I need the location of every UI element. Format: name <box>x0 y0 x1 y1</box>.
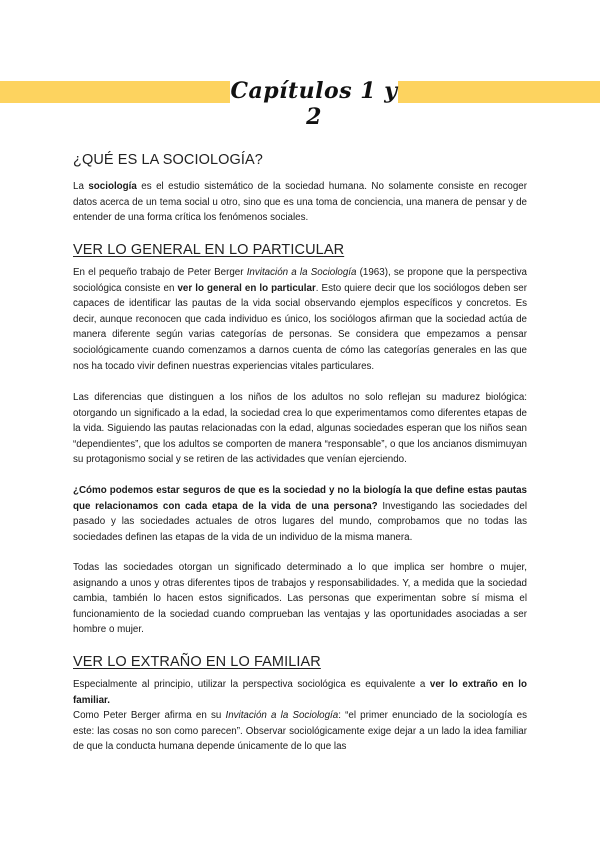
bold-question: ¿Cómo podemos estar seguros de que es la sociedad y no la biología la que define estas pautas que relacionamos con cada etapa de la vida de una persona? <box>73 485 527 512</box>
bold-term: ver lo extraño en lo familiar. <box>73 679 527 706</box>
paragraph-definition <box>73 179 527 226</box>
text-run: es el estudio sistemático de la sociedad humana. No solamente consiste en recoger datos acerca de un tema social u otro, sino que es una toma de conciencia, una manera de pensar y de entender de una forma crítica los fenómenos sociales. <box>73 181 527 224</box>
bold-term: ver lo general en lo particular <box>177 282 316 294</box>
section-heading-extrano-familiar: VER LO EXTRAÑO EN LO FAMILIAR <box>73 654 321 670</box>
section-heading-general-particular: VER LO GENERAL EN LO PARTICULAR <box>73 242 345 258</box>
text-run: Investigando las sociedades del pasado y las sociedades actuales de otros lugares del mundo, comprobamos que no todas las sociedades definen las etapas de la vida de un individuo de la misma manera. <box>73 500 528 543</box>
book-title: Invitación a la Sociología <box>225 710 339 721</box>
header-band-left <box>0 81 230 103</box>
header-band-right <box>398 81 600 103</box>
paragraph-strange-familiar <box>73 677 527 708</box>
paragraph-berger-quote <box>73 708 527 755</box>
chapter-title: Capítulos 1 y 2 <box>230 78 398 130</box>
text-run: En el pequeño trabajo de Peter Berger <box>73 267 247 278</box>
paragraph-age-stages: Las diferencias que distinguen a los niños de los adultos no solo reflejan su madurez biológica: otorgando un significado a la edad, la sociedad crea lo que experimentamos como diferentes etapas de la vida. Siguiendo las pautas relacionadas con la edad, algunas sociedades esperan que los niños sean “dependientes”, que los adultos se comporten de manera “responsable”, o que los ancianos dismimuyan su protagonismo social y se retiren de las actividades que venían ejerciendo. <box>73 392 527 466</box>
book-title: Invitación a la Sociología <box>246 267 357 278</box>
text-run: : “el primer enunciado de la sociología es este: las cosas no son como parecen”. Observar sociológicamente exige dejar a un lado la idea familiar de que la conducta humana depende únicamente de lo que las <box>73 710 528 753</box>
text-run: Como Peter Berger afirma en su <box>73 710 226 721</box>
text-run: La <box>73 181 89 192</box>
text-run: . Esto quiere decir que los sociólogos deben ser capaces de identificar las pautas de la vida social observando ejemplos específicos y concretos. Es decir, aunque reconocen que cada individuo es único, los sociólogos afirman que la sociedad actúa de manera diferente según varias categorías de personas. Se considera que empezamos a pensar sociológicamente cuando comenzamos a darnos cuenta de cómo las categorías generales en las que nos ha tocado vivir definen nuestras experiencias vitales particulares. <box>73 282 527 372</box>
bold-term: sociología <box>88 181 137 192</box>
paragraph-gender-meaning: Todas las sociedades otorgan un significado determinado a lo que implica ser hombre o mujer, asignando a unos y otras diferentes tipos de trabajos y responsabilidades. Y, a medida que la sociedad cambia, también lo hacen estos significados. Las personas que experimentan sobre sí misma el funcionamiento de la sociedad cuando comprueban las ventajas y las oportunidades asociadas a ser hombre o mujer. <box>73 562 527 636</box>
paragraph-berger-general <box>73 265 527 374</box>
text-run: Especialmente al principio, utilizar la perspectiva sociológica es equivalente a <box>73 679 430 690</box>
text-run: (1963), se propone que la perspectiva sociológica consiste en <box>73 267 527 294</box>
paragraph-society-vs-biology <box>73 483 527 545</box>
section-heading-que-es-la-sociologia: ¿QUÉ ES LA SOCIOLOGÍA? <box>73 152 263 168</box>
